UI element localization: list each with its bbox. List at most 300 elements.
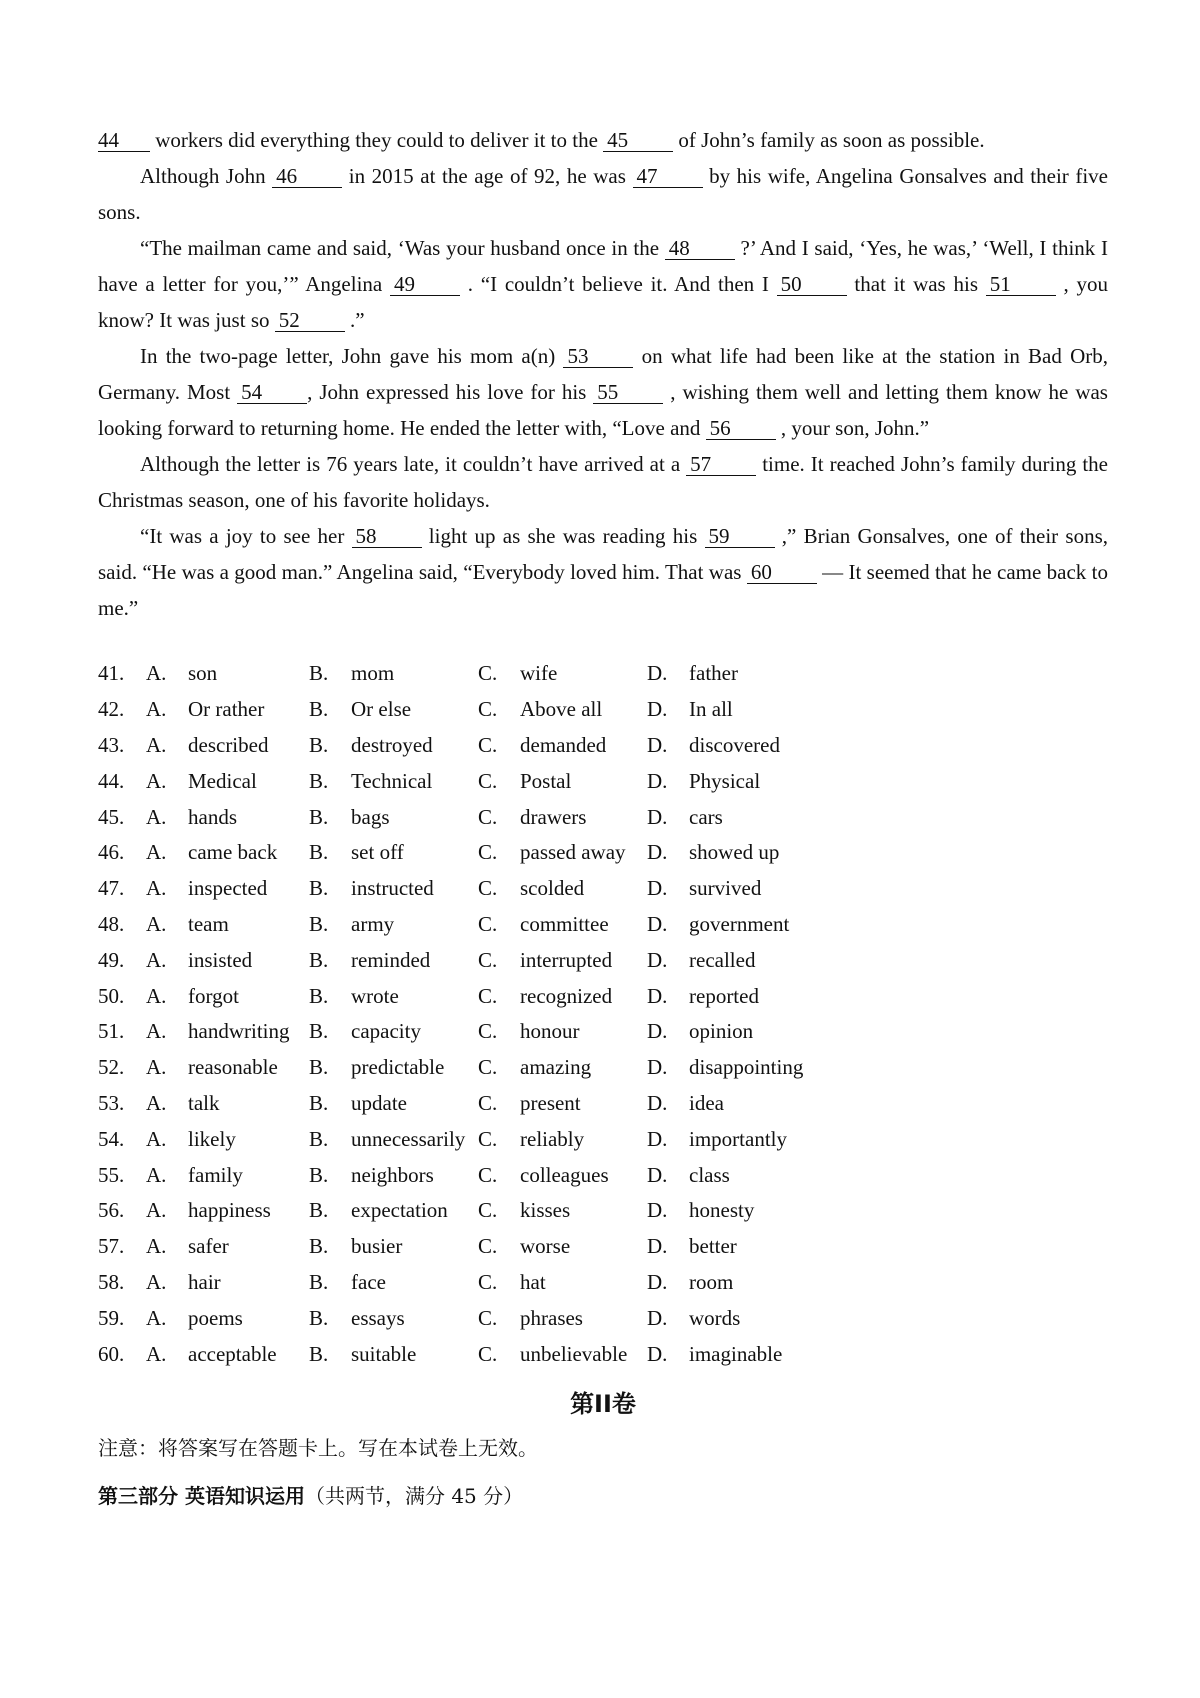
- option-text: hair: [188, 1269, 221, 1294]
- option-a: [146, 840, 309, 865]
- option-text: likely: [188, 1126, 236, 1151]
- option-text: inspected: [188, 876, 268, 901]
- passage-text: light up as she was reading his: [421, 524, 705, 548]
- passage-paragraph: [98, 158, 1108, 230]
- option-c: [478, 661, 647, 686]
- passage-text: on what life had been like at the station in Bad Orb, Germany. Most: [98, 344, 1108, 404]
- option-b: [309, 1198, 478, 1223]
- passage-text: Although John: [140, 164, 273, 188]
- option-text: capacity: [351, 1019, 421, 1044]
- option-row: [98, 1157, 1108, 1193]
- option-row: [98, 1229, 1108, 1265]
- passage-text: that it was his: [846, 272, 986, 296]
- part-heading-detail: （共两节，满分 45 分）: [304, 1483, 524, 1508]
- option-letter: B.: [309, 983, 329, 1008]
- option-text: interrupted: [520, 947, 613, 972]
- option-c: [478, 1306, 647, 1331]
- question-number: 50.: [98, 983, 125, 1008]
- passage-text: .”: [344, 308, 365, 332]
- option-a: [146, 661, 309, 686]
- option-text: essays: [351, 1305, 405, 1330]
- passage-text: . “I couldn’t believe it. And then I: [460, 272, 777, 296]
- option-text: neighbors: [351, 1162, 434, 1187]
- option-text: drawers: [520, 804, 587, 829]
- option-b: [309, 697, 478, 722]
- question-number: 42.: [98, 697, 125, 722]
- option-a: [146, 876, 309, 901]
- option-text: idea: [689, 1090, 724, 1115]
- option-text: happiness: [188, 1198, 271, 1223]
- option-c: [478, 1342, 647, 1367]
- option-text: Physical: [689, 768, 761, 793]
- blank-54: 54: [237, 381, 307, 404]
- blank-52: 52: [275, 309, 345, 332]
- question-number: 51.: [98, 1019, 125, 1044]
- option-text: update: [351, 1090, 407, 1115]
- option-a: [146, 948, 309, 973]
- option-text: cars: [689, 804, 723, 829]
- option-letter: A.: [146, 1198, 167, 1223]
- question-number: 58.: [98, 1269, 125, 1294]
- option-letter: B.: [309, 732, 329, 757]
- option-text: hat: [520, 1269, 546, 1294]
- passage-paragraph: [98, 230, 1108, 338]
- blank-50: 50: [777, 273, 847, 296]
- option-a: [146, 1127, 309, 1152]
- option-letter: D.: [647, 1234, 668, 1259]
- option-text: Medical: [188, 768, 257, 793]
- passage-text: workers did everything they could to deliver it to the: [150, 128, 604, 152]
- option-d: [647, 1234, 847, 1259]
- question-number: 53.: [98, 1090, 125, 1115]
- question-number: 47.: [98, 876, 125, 901]
- part-heading: [98, 1476, 1108, 1516]
- option-c: [478, 1019, 647, 1044]
- option-letter: A.: [146, 1269, 167, 1294]
- option-text: Postal: [520, 768, 572, 793]
- option-letter: D.: [647, 1269, 668, 1294]
- option-a: [146, 1234, 309, 1259]
- option-text: army: [351, 911, 395, 936]
- option-b: [309, 1270, 478, 1295]
- option-letter: C.: [478, 732, 498, 757]
- option-text: colleagues: [520, 1162, 609, 1187]
- option-text: showed up: [689, 840, 780, 865]
- option-a: [146, 697, 309, 722]
- option-letter: C.: [478, 1234, 498, 1259]
- option-text: scolded: [520, 876, 585, 901]
- question-number: 56.: [98, 1198, 125, 1223]
- option-c: [478, 984, 647, 1009]
- passage-text: , wishing them well and letting them know he was looking forward to returning home. He ended the letter with, “Love and: [98, 380, 1108, 440]
- option-c: [478, 697, 647, 722]
- option-row: [98, 692, 1108, 728]
- option-letter: C.: [478, 947, 498, 972]
- option-letter: A.: [146, 661, 167, 686]
- option-c: [478, 840, 647, 865]
- option-text: handwriting: [188, 1019, 290, 1044]
- option-row: [98, 1193, 1108, 1229]
- option-row: [98, 1300, 1108, 1336]
- option-b: [309, 984, 478, 1009]
- blank-56: 56: [706, 417, 776, 440]
- option-letter: D.: [647, 1198, 668, 1223]
- option-letter: D.: [647, 1341, 668, 1366]
- option-a: [146, 1163, 309, 1188]
- option-d: [647, 733, 847, 758]
- option-letter: A.: [146, 876, 167, 901]
- blank-48: 48: [665, 237, 735, 260]
- blank-59: 59: [705, 525, 775, 548]
- option-letter: D.: [647, 947, 668, 972]
- cloze-passage: [98, 122, 1108, 626]
- option-letter: D.: [647, 1162, 668, 1187]
- option-letter: A.: [146, 1305, 167, 1330]
- blank-49: 49: [390, 273, 460, 296]
- option-text: honour: [520, 1019, 580, 1044]
- option-text: instructed: [351, 876, 434, 901]
- option-c: [478, 1055, 647, 1080]
- option-letter: D.: [647, 1019, 668, 1044]
- passage-text: “The mailman came and said, ‘Was your husband once in the: [140, 236, 665, 260]
- option-text: busier: [351, 1234, 403, 1259]
- option-text: forgot: [188, 983, 239, 1008]
- question-number: 59.: [98, 1305, 125, 1330]
- option-d: [647, 1270, 847, 1295]
- option-letter: A.: [146, 983, 167, 1008]
- option-text: class: [689, 1162, 730, 1187]
- option-text: Or rather: [188, 697, 265, 722]
- option-b: [309, 1019, 478, 1044]
- option-a: [146, 1091, 309, 1116]
- option-d: [647, 984, 847, 1009]
- option-text: Technical: [351, 768, 433, 793]
- option-letter: D.: [647, 983, 668, 1008]
- option-row: [98, 1121, 1108, 1157]
- option-letter: B.: [309, 768, 329, 793]
- question-number: 46.: [98, 840, 125, 865]
- passage-text: by his wife, Angelina Gonsalves and their five sons.: [98, 164, 1108, 224]
- option-text: words: [689, 1305, 741, 1330]
- option-text: demanded: [520, 732, 607, 757]
- option-text: In all: [689, 697, 733, 722]
- option-letter: C.: [478, 983, 498, 1008]
- option-c: [478, 733, 647, 758]
- blank-60: 60: [747, 561, 817, 584]
- option-text: mom: [351, 661, 395, 686]
- option-d: [647, 1091, 847, 1116]
- option-c: [478, 1198, 647, 1223]
- option-text: Above all: [520, 697, 603, 722]
- option-text: passed away: [520, 840, 626, 865]
- option-letter: A.: [146, 947, 167, 972]
- option-d: [647, 840, 847, 865]
- option-row: [98, 1086, 1108, 1122]
- option-b: [309, 769, 478, 794]
- option-letter: B.: [309, 804, 329, 829]
- option-c: [478, 1163, 647, 1188]
- option-row: [98, 1336, 1108, 1372]
- option-text: unbelievable: [520, 1341, 628, 1366]
- option-a: [146, 1019, 309, 1044]
- option-d: [647, 661, 847, 686]
- option-b: [309, 805, 478, 830]
- option-d: [647, 1055, 847, 1080]
- option-letter: C.: [478, 1198, 498, 1223]
- option-text: kisses: [520, 1198, 571, 1223]
- option-row: [98, 1050, 1108, 1086]
- question-number: 54.: [98, 1126, 125, 1151]
- option-letter: B.: [309, 1126, 329, 1151]
- option-letter: B.: [309, 1162, 329, 1187]
- option-c: [478, 1127, 647, 1152]
- question-number: 43.: [98, 732, 125, 757]
- option-c: [478, 876, 647, 901]
- option-text: phrases: [520, 1305, 583, 1330]
- option-c: [478, 805, 647, 830]
- option-a: [146, 1055, 309, 1080]
- option-letter: C.: [478, 840, 498, 865]
- passage-text: , John expressed his love for his: [307, 380, 594, 404]
- option-c: [478, 1234, 647, 1259]
- question-number: 44.: [98, 768, 125, 793]
- option-text: reliably: [520, 1126, 585, 1151]
- passage-text: time. It reached John’s family during the Christmas season, one of his favorite holidays.: [98, 452, 1108, 512]
- option-letter: C.: [478, 1126, 498, 1151]
- option-text: suitable: [351, 1341, 417, 1366]
- option-letter: D.: [647, 1126, 668, 1151]
- option-text: opinion: [689, 1019, 754, 1044]
- option-text: wrote: [351, 983, 399, 1008]
- option-text: expectation: [351, 1198, 448, 1223]
- option-row: [98, 942, 1108, 978]
- option-text: recognized: [520, 983, 613, 1008]
- part-heading-title: 第三部分 英语知识运用: [98, 1483, 305, 1508]
- option-text: father: [689, 661, 738, 686]
- option-d: [647, 1127, 847, 1152]
- option-letter: C.: [478, 1019, 498, 1044]
- option-text: present: [520, 1090, 581, 1115]
- question-number: 41.: [98, 661, 125, 686]
- option-letter: D.: [647, 876, 668, 901]
- question-number: 57.: [98, 1234, 125, 1259]
- option-c: [478, 912, 647, 937]
- section-title: 第II卷: [570, 1389, 636, 1418]
- option-text: insisted: [188, 947, 253, 972]
- question-number: 55.: [98, 1162, 125, 1187]
- question-number: 49.: [98, 947, 125, 972]
- option-b: [309, 876, 478, 901]
- option-text: team: [188, 911, 229, 936]
- option-c: [478, 948, 647, 973]
- option-b: [309, 948, 478, 973]
- option-text: discovered: [689, 732, 780, 757]
- option-letter: A.: [146, 1055, 167, 1080]
- option-letter: B.: [309, 1055, 329, 1080]
- option-text: disappointing: [689, 1055, 804, 1080]
- option-text: committee: [520, 911, 609, 936]
- passage-text: — It seemed that he came back to me.”: [98, 560, 1108, 620]
- option-text: reasonable: [188, 1055, 278, 1080]
- option-text: came back: [188, 840, 278, 865]
- option-text: hands: [188, 804, 237, 829]
- option-d: [647, 876, 847, 901]
- option-row: [98, 1265, 1108, 1301]
- option-letter: D.: [647, 768, 668, 793]
- option-a: [146, 1342, 309, 1367]
- blank-51: 51: [986, 273, 1056, 296]
- option-letter: B.: [309, 1234, 329, 1259]
- option-d: [647, 1163, 847, 1188]
- option-letter: A.: [146, 1090, 167, 1115]
- question-number: 60.: [98, 1341, 125, 1366]
- option-text: talk: [188, 1090, 220, 1115]
- passage-text: ,” Brian Gonsalves, one of their sons, said. “He was a good man.” Angelina said, “Everybody loved him. That was: [98, 524, 1109, 584]
- option-text: reminded: [351, 947, 431, 972]
- option-text: importantly: [689, 1126, 787, 1151]
- option-letter: B.: [309, 661, 329, 686]
- option-letter: A.: [146, 1234, 167, 1259]
- option-a: [146, 1270, 309, 1295]
- option-letter: C.: [478, 876, 498, 901]
- option-b: [309, 1091, 478, 1116]
- option-letter: D.: [647, 911, 668, 936]
- option-b: [309, 1127, 478, 1152]
- option-row: [98, 656, 1108, 692]
- option-b: [309, 912, 478, 937]
- passage-text: “It was a joy to see her: [140, 524, 352, 548]
- option-letter: C.: [478, 1055, 498, 1080]
- option-text: honesty: [689, 1198, 755, 1223]
- exam-page: [98, 122, 1108, 1516]
- option-text: imaginable: [689, 1341, 783, 1366]
- option-letter: B.: [309, 1090, 329, 1115]
- option-letter: C.: [478, 911, 498, 936]
- option-letter: C.: [478, 1269, 498, 1294]
- option-a: [146, 1198, 309, 1223]
- option-b: [309, 1055, 478, 1080]
- option-letter: B.: [309, 1341, 329, 1366]
- option-row: [98, 871, 1108, 907]
- passage-text: Although the letter is 76 years late, it couldn’t have arrived at a: [140, 452, 687, 476]
- option-letter: B.: [309, 1305, 329, 1330]
- question-number: 48.: [98, 911, 125, 936]
- option-text: predictable: [351, 1055, 445, 1080]
- option-letter: D.: [647, 661, 668, 686]
- option-c: [478, 769, 647, 794]
- option-letter: D.: [647, 840, 668, 865]
- option-row: [98, 907, 1108, 943]
- option-a: [146, 805, 309, 830]
- option-b: [309, 733, 478, 758]
- option-letter: A.: [146, 768, 167, 793]
- option-letter: C.: [478, 768, 498, 793]
- option-text: worse: [520, 1234, 571, 1259]
- option-b: [309, 1163, 478, 1188]
- option-text: Or else: [351, 697, 412, 722]
- option-text: unnecessarily: [351, 1126, 466, 1151]
- option-row: [98, 799, 1108, 835]
- option-letter: D.: [647, 1090, 668, 1115]
- option-letter: D.: [647, 1055, 668, 1080]
- option-text: safer: [188, 1234, 229, 1259]
- answer-options: [98, 656, 1108, 1372]
- option-letter: A.: [146, 1341, 167, 1366]
- option-d: [647, 948, 847, 973]
- option-a: [146, 733, 309, 758]
- option-letter: C.: [478, 804, 498, 829]
- option-d: [647, 769, 847, 794]
- option-text: acceptable: [188, 1341, 277, 1366]
- option-letter: B.: [309, 697, 329, 722]
- question-number: 52.: [98, 1055, 125, 1080]
- option-text: destroyed: [351, 732, 433, 757]
- option-d: [647, 912, 847, 937]
- option-letter: C.: [478, 1090, 498, 1115]
- option-letter: B.: [309, 911, 329, 936]
- option-text: survived: [689, 876, 762, 901]
- option-letter: D.: [647, 804, 668, 829]
- option-text: government: [689, 911, 790, 936]
- blank-45: 45: [603, 129, 673, 152]
- option-b: [309, 840, 478, 865]
- blank-44: 44: [98, 129, 150, 152]
- option-text: poems: [188, 1305, 243, 1330]
- blank-57: 57: [686, 453, 756, 476]
- passage-text: In the two-page letter, John gave his mom a(n): [140, 344, 564, 368]
- blank-47: 47: [633, 165, 703, 188]
- option-b: [309, 1234, 478, 1259]
- passage-paragraph: [98, 122, 1108, 158]
- passage-text: , your son, John.”: [775, 416, 930, 440]
- option-d: [647, 1019, 847, 1044]
- answer-note: 注意：将答案写在答题卡上。写在本试卷上无效。: [98, 1435, 538, 1460]
- option-letter: A.: [146, 732, 167, 757]
- option-a: [146, 912, 309, 937]
- option-letter: D.: [647, 732, 668, 757]
- option-text: room: [689, 1269, 734, 1294]
- option-d: [647, 697, 847, 722]
- passage-text: , you know? It was just so: [98, 272, 1109, 332]
- blank-46: 46: [272, 165, 342, 188]
- option-text: son: [188, 661, 218, 686]
- option-a: [146, 984, 309, 1009]
- passage-paragraph: [98, 446, 1108, 518]
- option-row: [98, 728, 1108, 764]
- option-b: [309, 1342, 478, 1367]
- option-letter: C.: [478, 1162, 498, 1187]
- option-letter: A.: [146, 804, 167, 829]
- option-letter: D.: [647, 1305, 668, 1330]
- passage-text: in 2015 at the age of 92, he was: [342, 164, 633, 188]
- option-letter: C.: [478, 697, 498, 722]
- option-b: [309, 1306, 478, 1331]
- option-letter: C.: [478, 661, 498, 686]
- option-text: better: [689, 1234, 737, 1259]
- option-letter: B.: [309, 1019, 329, 1044]
- blank-55: 55: [593, 381, 663, 404]
- option-letter: C.: [478, 1305, 498, 1330]
- passage-paragraph: [98, 518, 1108, 626]
- passage-paragraph: [98, 338, 1108, 446]
- option-a: [146, 769, 309, 794]
- option-text: amazing: [520, 1055, 592, 1080]
- option-letter: B.: [309, 1198, 329, 1223]
- option-letter: C.: [478, 1341, 498, 1366]
- option-text: family: [188, 1162, 243, 1187]
- option-text: described: [188, 732, 269, 757]
- option-text: wife: [520, 661, 558, 686]
